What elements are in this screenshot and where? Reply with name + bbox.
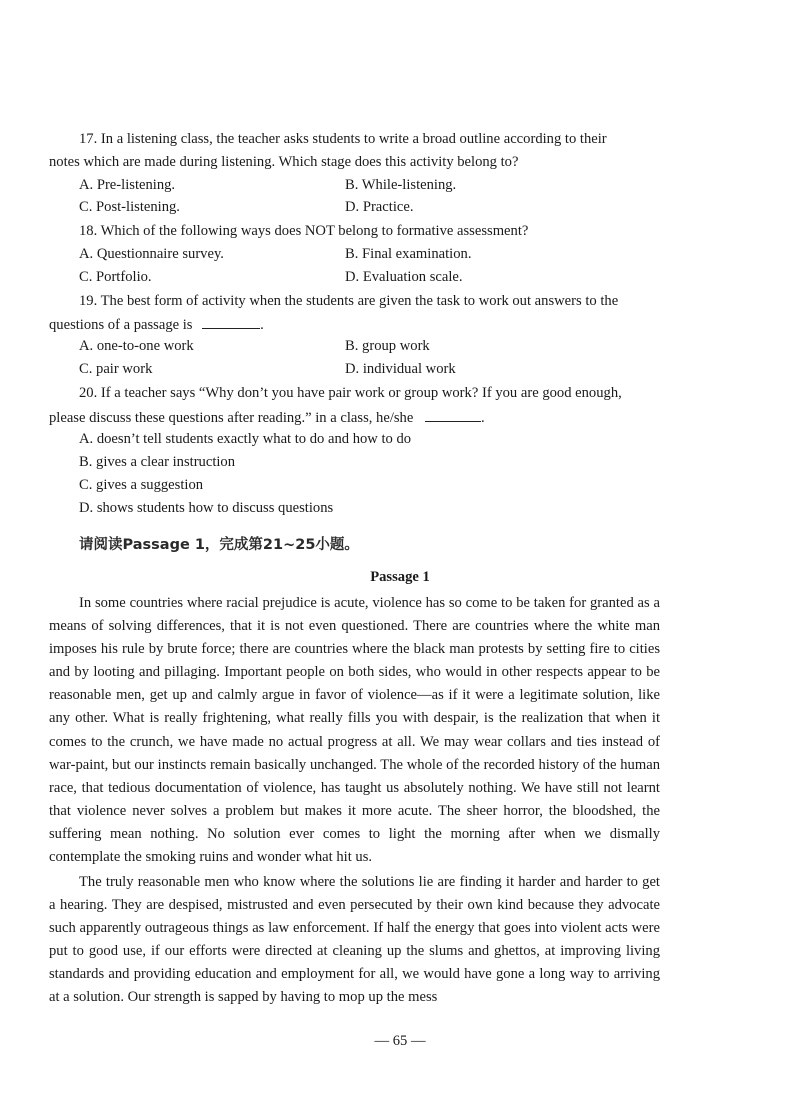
question-17-option-c: C. Post-listening. [79, 199, 180, 215]
question-20-option-d: D. shows students how to discuss questions [79, 500, 334, 516]
page-number: — 65 — [374, 1033, 426, 1049]
question-17-option-d: D. Practice. [345, 199, 414, 215]
question-18-line-1: 18. Which of the following ways does NOT belong to formative assessment? [79, 223, 529, 239]
question-18-option-a: A. Questionnaire survey. [79, 246, 224, 262]
answer-blank [425, 407, 481, 422]
passage-paragraph-1-text: In some countries where racial prejudice is acute, violence has so come to be taken for granted as a means of solving differences, that it is not even questioned. There are countries where the white man imposes his rule by brute force; there are countries where the black man protests by setting fire to cities and by looting and pillaging. Important people on both sides, who would in other respects appear to be reasonable men, get up and calmly argue in favor of violence—as if it were a legitimate solution, like any other. What is really frightening, what really fills you with despair, is the realization that when it comes to the crunch, we have made no actual progress at all. We may wear collars and ties instead of war-paint, but our instincts remain basically unchanged. The whole of the recorded history of the human race, that tedious documentation of violence, has taught us absolutely nothing. We have still not learnt that violence never solves a problem but makes it more acute. The sheer horror, the bloodshed, the suffering mean nothing. No solution ever comes to light the morning after when we dismally contemplate the smoking ruins and wonder what hit us. [49, 595, 660, 866]
question-19-option-b: B. group work [345, 338, 430, 354]
question-18-option-b: B. Final examination. [345, 246, 472, 262]
question-19-line-1: 19. The best form of activity when the students are given the task to work out answers to the [79, 293, 619, 309]
passage-paragraph-1 [49, 592, 660, 869]
passage-paragraph-2 [49, 871, 660, 1010]
question-19-option-d: D. individual work [345, 361, 456, 377]
question-19-line-2-text: questions of a passage is [49, 317, 193, 333]
question-17-line-1: 17. In a listening class, the teacher asks students to write a broad outline according to their [79, 131, 607, 147]
question-20-line-2 [49, 407, 485, 427]
question-20-line-2-end: . [480, 410, 485, 426]
question-20-line-2-text: please discuss these questions after reading.” in a class, he/she [49, 410, 414, 426]
question-20-option-a: A. doesn’t tell students exactly what to do and how to do [79, 431, 412, 447]
question-20-option-b: B. gives a clear instruction [79, 454, 236, 470]
question-20-line-1: 20. If a teacher says “Why don’t you have pair work or group work? If you are good enough, [79, 385, 622, 401]
section-instruction: 请阅读Passage 1，完成第21~25小题。 [79, 537, 359, 553]
question-18-option-c: C. Portfolio. [79, 269, 152, 285]
passage-title: Passage 1 [370, 569, 430, 585]
question-19-line-2-end: . [260, 317, 264, 333]
question-19-line-2 [49, 314, 264, 334]
question-17-option-a: A. Pre-listening. [79, 177, 176, 193]
question-17-line-2: notes which are made during listening. Which stage does this activity belong to? [49, 154, 519, 170]
passage-paragraph-2-text: The truly reasonable men who know where the solutions lie are finding it harder and harder to get a hearing. They are despised, mistrusted and even persecuted by their own kind because they advocate such apparently outrageous things as law enforcement. If half the energy that goes into violent acts were put to good use, if our efforts were directed at cleaning up the slums and ghettos, at improving living standards and providing education and employment for all, we would have gone a long way to arriving at a solution. Our strength is sapped by having to mop up the mess [49, 874, 660, 1006]
question-19-option-a: A. one-to-one work [79, 338, 194, 354]
question-20-option-c: C. gives a suggestion [79, 477, 204, 493]
answer-blank [202, 314, 260, 329]
question-18-option-d: D. Evaluation scale. [345, 269, 463, 285]
question-17-option-b: B. While-listening. [345, 177, 457, 193]
question-19-option-c: C. pair work [79, 361, 153, 377]
